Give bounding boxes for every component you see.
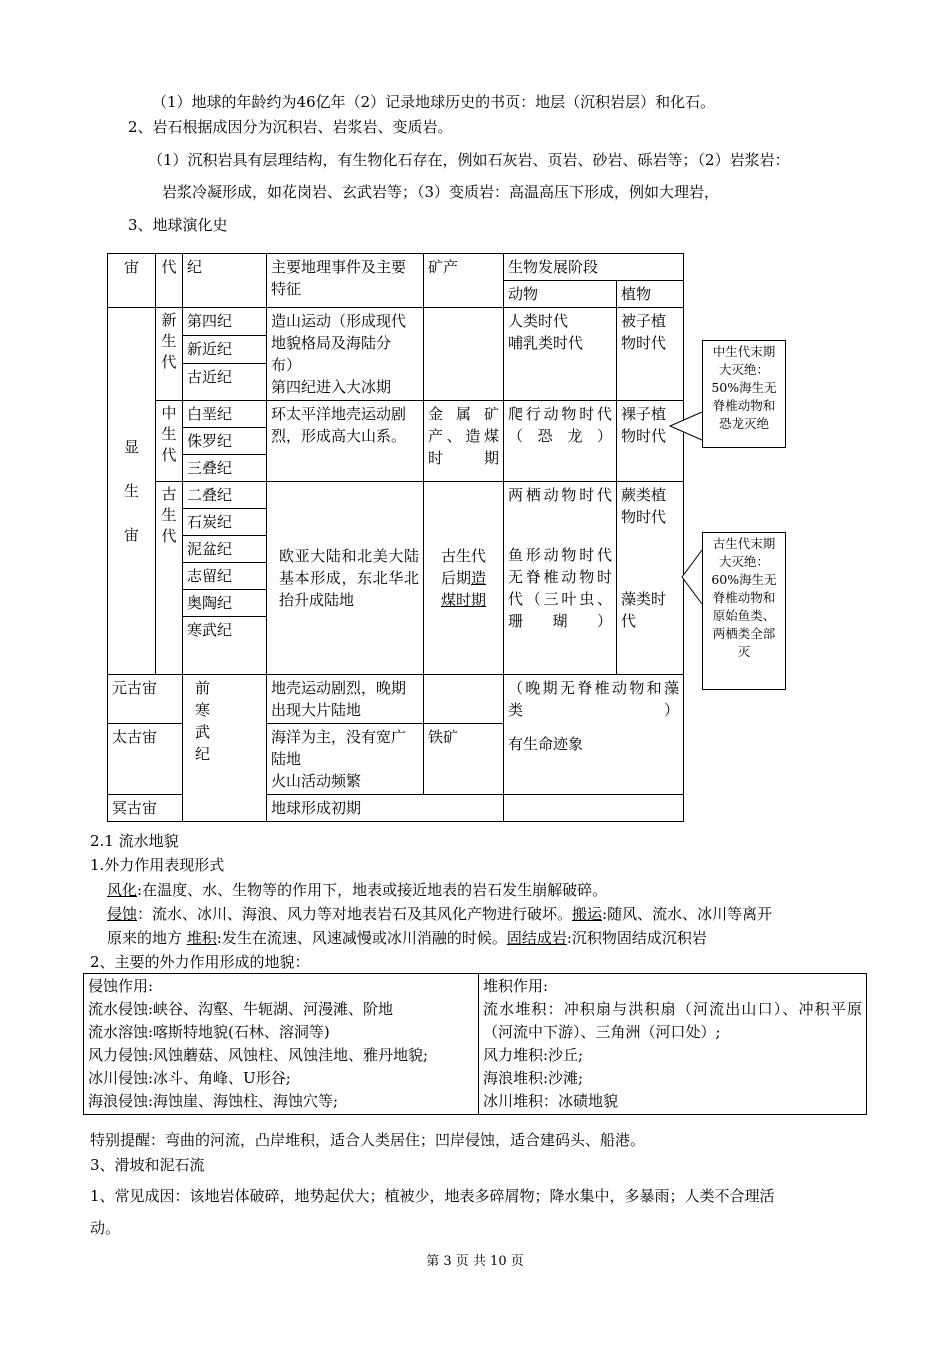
era-cenozoic: 新 生 代 bbox=[156, 308, 183, 401]
erosion-row-1: 流水侵蚀:峡谷、沟壑、牛轭湖、河漫滩、阶地 bbox=[88, 1000, 394, 1018]
term-deposition: 堆积 bbox=[186, 929, 217, 947]
events-cenozoic bbox=[267, 308, 424, 401]
period-jurassic: 侏罗纪 bbox=[183, 428, 267, 455]
mineral-paleozoic-4: 煤时期 bbox=[440, 591, 486, 609]
landform-table bbox=[83, 973, 867, 1115]
bio-precambrian-2: 有生命迹象 bbox=[508, 735, 584, 753]
deposition-row-2: 流水堆积：冲积扇与洪积扇（河流出山口）、冲积平原（河流中下游）、三角洲（河口处）; bbox=[483, 1000, 862, 1041]
header-mineral: 矿产 bbox=[424, 254, 504, 308]
mineral-mesozoic: 金属矿产、造煤时期 bbox=[424, 401, 504, 482]
period-triassic: 三叠纪 bbox=[183, 455, 267, 482]
line3-start: 原来的地方 bbox=[107, 929, 187, 947]
callout-pointer-mesozoic bbox=[670, 412, 702, 440]
deposition-row-5: 冰川堆积：冰碛地貌 bbox=[483, 1092, 619, 1110]
special-reminder: 特别提醒：弯曲的河流，凸岸堆积，适合人类居住；凹岸侵蚀，适合建码头、船港。 bbox=[90, 1131, 646, 1149]
mineral-cenozoic bbox=[424, 308, 504, 401]
header-bio: 生物发展阶段 bbox=[504, 254, 684, 281]
events-hadean: 地球形成初期 bbox=[267, 795, 504, 822]
causes-line-1: 1、常见成因：该地岩体破碎，地势起伏大；植被少，地表多碎屑物；降水集中，多暴雨；人类不合理活 bbox=[90, 1187, 775, 1205]
animal-paleozoic-1: 两栖动物时代 bbox=[508, 486, 612, 504]
animal-mesozoic: 爬行动物时代（恐龙） bbox=[504, 401, 617, 482]
term-transport: 搬运 bbox=[572, 905, 603, 923]
eon-proterozoic: 元古宙 bbox=[108, 675, 183, 724]
plant-cenozoic: 被子植物时代 bbox=[617, 308, 684, 401]
transport-text: :随风、流水、冰川等离开 bbox=[602, 905, 773, 923]
section-sub2: 2、主要的外力作用形成的地貌： bbox=[90, 953, 310, 971]
geologic-history-table bbox=[107, 253, 684, 822]
eon-phanerozoic: 显 生 宙 bbox=[108, 308, 156, 675]
precambrian-label: 前 寒 武 纪 bbox=[183, 675, 267, 822]
plant-paleozoic-1: 蕨类植物时代 bbox=[621, 486, 667, 526]
mineral-paleozoic-3: 造 bbox=[471, 569, 487, 587]
events-cenozoic-2: 第四纪进入大冰期 bbox=[271, 378, 392, 396]
header-era: 代 bbox=[156, 254, 183, 308]
eon-archean: 太古宙 bbox=[108, 724, 183, 795]
events-archean: 海洋为主，没有宽广陆地 火山活动频繁 bbox=[267, 724, 424, 795]
era-paleozoic: 古 生 代 bbox=[156, 482, 183, 675]
bio-precambrian-1: （晚期无脊椎动物和藻类） bbox=[508, 679, 680, 719]
callout-paleozoic-extinction: 古生代末期大灭绝：60%海生无脊椎动物和原始鱼类、两栖类全部灭 bbox=[702, 532, 786, 690]
deposition-text: :发生在流速、风速减慢或冰川消融的时候。 bbox=[216, 929, 507, 947]
events-mesozoic: 环太平洋地壳运动剧烈，形成高大山系。 bbox=[267, 401, 424, 482]
events-paleozoic bbox=[267, 482, 424, 675]
intro-line-2: 2、岩石根据成因分为沉积岩、岩浆岩、变质岩。 bbox=[128, 118, 453, 136]
weathering-text: :在温度、水、生物等的作用下，地表或接近地表的岩石发生崩解破碎。 bbox=[137, 881, 608, 899]
period-cretaceous: 白垩纪 bbox=[183, 401, 267, 428]
mineral-proterozoic bbox=[424, 675, 504, 724]
intro-line-1: （1）地球的年龄约为46亿年（2）记录地球历史的书页：地层（沉积岩层）和化石。 bbox=[152, 93, 716, 111]
weathering-line bbox=[107, 880, 607, 900]
period-devonian: 泥盆纪 bbox=[183, 536, 267, 563]
callout-pointer-paleozoic bbox=[682, 550, 702, 604]
causes-line-2: 动。 bbox=[90, 1219, 121, 1237]
erosion-line bbox=[107, 904, 772, 924]
deposition-row-3: 风力堆积:沙丘; bbox=[483, 1046, 584, 1064]
header-period: 纪 bbox=[183, 254, 267, 308]
mineral-paleozoic bbox=[424, 482, 504, 675]
header-events: 主要地理事件及主要特征 bbox=[267, 254, 424, 308]
period-paleogene: 古近纪 bbox=[183, 363, 267, 400]
period-silurian: 志留纪 bbox=[183, 563, 267, 590]
bio-hadean bbox=[504, 795, 684, 822]
section-sub3: 3、滑坡和泥石流 bbox=[90, 1156, 205, 1174]
section-sub1: 1.外力作用表现形式 bbox=[90, 856, 225, 874]
term-erosion: 侵蚀 bbox=[107, 905, 138, 923]
header-animal: 动物 bbox=[504, 281, 617, 308]
period-carboniferous: 石炭纪 bbox=[183, 509, 267, 536]
section-title: 2.1 流水地貌 bbox=[90, 832, 179, 850]
erosion-row-0: 侵蚀作用: bbox=[88, 977, 154, 995]
intro-line-4: 岩浆冷凝形成，如花岗岩、玄武岩等；（3）变质岩：高温高压下形成，例如大理岩， bbox=[162, 183, 720, 201]
term-weathering: 风化 bbox=[107, 881, 138, 899]
mineral-paleozoic-1: 古生代 bbox=[440, 547, 486, 565]
period-ordovician: 奥陶纪 bbox=[183, 590, 267, 617]
period-quaternary: 第四纪 bbox=[183, 308, 267, 336]
events-proterozoic: 地壳运动剧烈，晚期出现大片陆地 bbox=[267, 675, 424, 724]
erosion-row-4: 冰川侵蚀:冰斗、角峰、U形谷; bbox=[88, 1069, 291, 1087]
erosion-column bbox=[84, 974, 479, 1115]
animal-paleozoic-3: 无脊椎动物时代（三叶虫、珊瑚） bbox=[508, 568, 612, 630]
period-cambrian: 寒武纪 bbox=[183, 617, 267, 675]
animal-cenozoic: 人类时代 哺乳类时代 bbox=[504, 308, 617, 401]
deposition-line bbox=[107, 928, 707, 948]
deposition-row-1: 堆积作用: bbox=[483, 977, 549, 995]
plant-paleozoic-2: 藻类时代 bbox=[621, 590, 667, 630]
animal-paleozoic-2: 鱼形动物时代 bbox=[508, 546, 612, 564]
erosion-row-5: 海浪侵蚀:海蚀崖、海蚀柱、海蚀穴等; bbox=[88, 1092, 339, 1110]
deposition-column bbox=[479, 974, 867, 1115]
header-plant: 植物 bbox=[617, 281, 684, 308]
events-cenozoic-1: 造山运动（形成现代地貌格局及海陆分布） bbox=[271, 312, 407, 374]
header-eon: 宙 bbox=[108, 254, 156, 308]
bio-precambrian bbox=[504, 675, 684, 795]
intro-line-3: （1）沉积岩具有层理结构，有生物化石存在，例如石灰岩、页岩、砂岩、砾岩等；（2）岩浆岩： bbox=[148, 151, 790, 169]
erosion-text: ：流水、冰川、海浪、风力等对地表岩石及其风化产物进行破坏。 bbox=[137, 905, 573, 923]
erosion-row-2: 流水溶蚀:喀斯特地貌(石林、溶洞等) bbox=[88, 1023, 330, 1041]
period-neogene: 新近纪 bbox=[183, 335, 267, 363]
era-mesozoic: 中 生 代 bbox=[156, 401, 183, 482]
callout-pointers bbox=[600, 340, 710, 680]
page-footer: 第 3 页 共 10 页 bbox=[426, 1254, 524, 1269]
mineral-paleozoic-2: 后期 bbox=[440, 569, 471, 587]
term-consolidation: 固结成岩 bbox=[506, 929, 567, 947]
consolidation-text: :沉积物固结成沉积岩 bbox=[566, 929, 707, 947]
period-permian: 二叠纪 bbox=[183, 482, 267, 509]
erosion-row-3: 风力侵蚀:风蚀蘑菇、风蚀柱、风蚀洼地、雅丹地貌; bbox=[88, 1046, 429, 1064]
plant-mesozoic: 裸子植物时代 bbox=[617, 401, 684, 482]
callout-mesozoic-extinction: 中生代末期大灭绝：50%海生无脊椎动物和恐龙灭绝 bbox=[702, 340, 786, 448]
mineral-archean: 铁矿 bbox=[424, 724, 504, 795]
intro-line-5: 3、地球演化史 bbox=[128, 216, 228, 234]
events-paleozoic-text: 欧亚大陆和北美大陆基本形成，东北华北抬升成陆地 bbox=[279, 547, 419, 609]
eon-hadean: 冥古宙 bbox=[108, 795, 183, 822]
deposition-row-4: 海浪堆积:沙滩; bbox=[483, 1069, 584, 1087]
